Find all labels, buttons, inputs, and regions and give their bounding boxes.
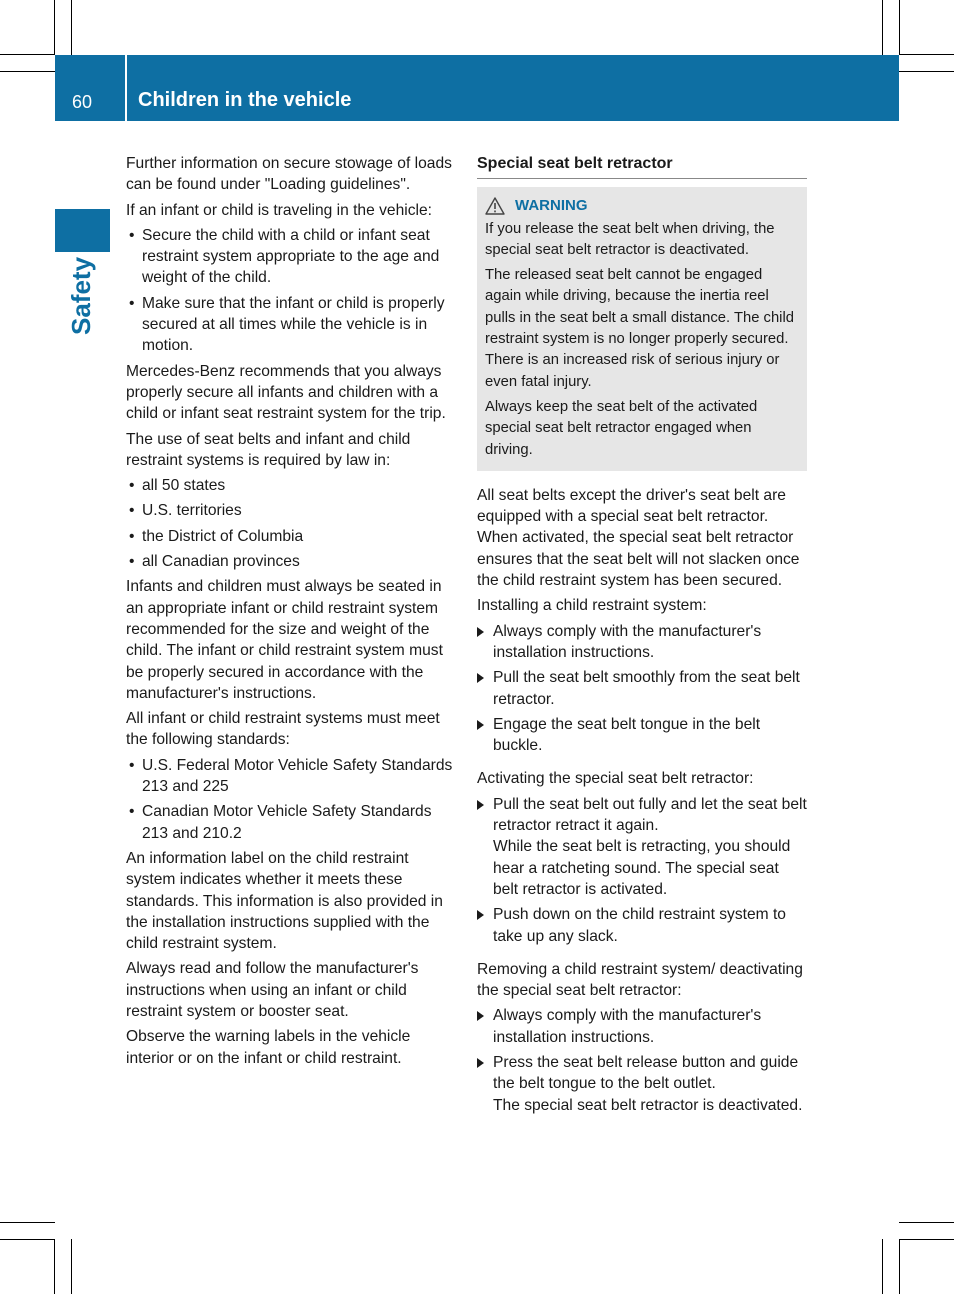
warning-label: WARNING [515,197,588,215]
paragraph: All seat belts except the driver's seat belt are equipped with a special seat belt retractor. When activated, the special seat belt retractor ensures that the seat belt will not slacken once the child restraint system has been secured. [477,486,800,590]
section-heading: Special seat belt retractor [477,153,807,179]
crop-mark [899,71,954,72]
crop-mark [71,0,72,55]
crop-mark [71,1239,72,1294]
step-list [477,1005,807,1115]
step-text: Press the seat belt release button and guide the belt tongue to the belt outlet. [493,1053,799,1093]
step-item [477,621,807,664]
list-item: • Make sure that the infant or child is properly secured at all times while the vehicle is in motion. [126,293,456,357]
step-arrow-icon [477,673,484,683]
step-item [477,1052,807,1116]
step-text: Engage the seat belt tongue in the belt buckle. [493,715,761,755]
bullet-list [126,755,456,844]
step-arrow-icon [477,1058,484,1068]
left-column [126,153,456,1073]
paragraph: If an infant or child is traveling in the vehicle: [126,201,432,219]
warning-box [477,187,807,471]
step-list [477,621,807,757]
paragraph: All infant or child restraint systems must meet the following standards: [126,710,440,749]
step-item [477,904,807,947]
step-list [477,794,807,947]
crop-mark [899,0,900,55]
warning-text: The released seat belt cannot be engaged again while driving, because the inertia reel pulls in the seat belt a small distance. The child restraint system is no longer properly secured. There is an increased risk of serious injury or even fatal injury. [485,267,794,390]
warning-text: Always keep the seat belt of the activated special seat belt retractor engaged when driving. [485,398,758,458]
list-item: • the District of Columbia [126,526,456,547]
crop-mark [54,1239,55,1294]
list-item: • all Canadian provinces [126,551,456,572]
page-number: 60 [72,92,93,112]
paragraph: Activating the special seat belt retractor: [477,770,754,788]
header-divider [125,55,127,121]
bullet-list [126,475,456,572]
step-arrow-icon [477,627,484,637]
step-note: While the seat belt is retracting, you should hear a ratcheting sound. The special seat belt retractor is activated. [493,838,791,898]
paragraph: Mercedes-Benz recommends that you always properly secure all infants and children with a child or infant seat restraint system for the trip. [126,362,446,423]
paragraph: Always read and follow the manufacturer's instructions when using an infant or child restraint system or booster seat. [126,960,419,1020]
crop-mark [54,0,55,55]
step-text: Pull the seat belt out fully and let the seat belt retractor retract it again. [493,795,807,835]
crop-mark [0,1239,55,1240]
warning-triangle-icon [485,197,505,215]
step-text: Push down on the child restraint system to take up any slack. [493,906,786,945]
warning-header [485,195,799,216]
crop-mark [899,1239,954,1240]
step-note: The special seat belt retractor is deactivated. [493,1096,803,1114]
paragraph: Removing a child restraint system/ deactivating the special seat belt retractor: [477,960,803,1000]
paragraph: Further information on secure stowage of loads can be found under "Loading guidelines". [126,155,452,194]
right-column [477,153,807,1120]
crop-mark [882,0,883,55]
list-item: • U.S. Federal Motor Vehicle Safety Standards 213 and 225 [126,755,456,798]
page-title: Children in the vehicle [138,89,352,111]
step-item [477,714,807,757]
paragraph: The use of seat belts and infant and child restraint systems is required by law in: [126,430,411,469]
paragraph: Installing a child restraint system: [477,597,707,615]
crop-mark [0,71,55,72]
step-text: Always comply with the manufacturer's installation instructions. [493,1007,762,1046]
section-tab-label: Safety [66,256,96,335]
step-text: Always comply with the manufacturer's installation instructions. [493,622,762,661]
paragraph: Infants and children must always be seated in an appropriate infant or child restraint system recommended for the size and weight of the child. The infant or child restraint system must be properly secured in accordance with the manufacturer's instructions. [126,578,443,702]
step-item [477,794,807,900]
step-text: Pull the seat belt smoothly from the seat belt retractor. [493,669,800,708]
step-arrow-icon [477,1011,484,1021]
crop-mark [899,54,954,55]
paragraph: Observe the warning labels in the vehicle interior or on the infant or child restraint. [126,1028,411,1067]
crop-mark [0,1222,55,1223]
crop-mark [899,1239,900,1294]
section-tab [55,209,110,252]
list-item: • Secure the child with a child or infant seat restraint system appropriate to the age and weight of the child. [126,225,456,289]
warning-text: If you release the seat belt when driving, the special seat belt retractor is deactivated. [485,220,775,258]
step-item [477,667,807,710]
list-item: • Canadian Motor Vehicle Safety Standards 213 and 210.2 [126,801,456,844]
step-arrow-icon [477,800,484,810]
list-item: • U.S. territories [126,500,456,521]
step-arrow-icon [477,720,484,730]
crop-mark [882,1239,883,1294]
list-item: • all 50 states [126,475,456,496]
step-item [477,1005,807,1048]
crop-mark [0,54,55,55]
crop-mark [899,1222,954,1223]
step-arrow-icon [477,910,484,920]
bullet-list [126,225,456,357]
paragraph: An information label on the child restraint system indicates whether it meets these standards. This information is also provided in the installation instructions supplied with the child restraint system. [126,849,443,953]
